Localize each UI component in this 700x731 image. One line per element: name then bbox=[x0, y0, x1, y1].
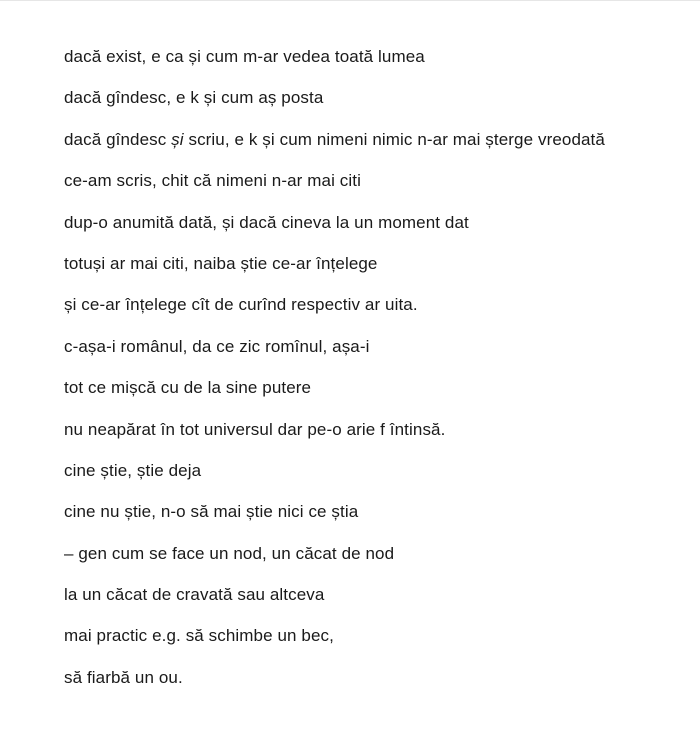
poem-line-10: nu neapărat în tot universul dar pe-o arie f întinsă. bbox=[64, 419, 446, 439]
poem-line-8: c-așa-i românul, da ce zic romînul, așa-i bbox=[64, 336, 370, 356]
poem-line-12: cine nu știe, n-o să mai știe nici ce știa bbox=[64, 502, 359, 522]
poem-line-3-italic-word: și bbox=[171, 129, 184, 149]
poem-line-3-start: dacă gîndesc bbox=[64, 129, 172, 149]
poem-line-15: mai practic e.g. să schimbe un bec, bbox=[64, 626, 334, 646]
poem-line-3-end: scriu, e k și cum nimeni nimic n-ar mai șterge vreodată bbox=[183, 129, 605, 149]
poem-line-9: tot ce mișcă cu de la sine putere bbox=[64, 378, 312, 398]
poem-line-3 bbox=[64, 129, 684, 170]
poem-line-13: – gen cum se face un nod, un căcat de nod bbox=[64, 543, 395, 563]
poem-line-2: dacă gîndesc, e k și cum aș posta bbox=[64, 88, 324, 108]
poem-line-11: cine știe, știe deja bbox=[64, 460, 202, 480]
poem-line-5: dup-o anumită dată, și dacă cineva la un moment dat bbox=[64, 212, 469, 232]
poem-text bbox=[64, 46, 684, 708]
poem-line-1: dacă exist, e ca și cum m-ar vedea toată lumea bbox=[64, 47, 425, 66]
poem-line-14: la un căcat de cravată sau altceva bbox=[64, 585, 325, 605]
poem-line-6: totuși ar mai citi, naiba știe ce-ar înțelege bbox=[64, 253, 378, 273]
poem-line-16: să fiarbă un ou. bbox=[64, 667, 183, 687]
poem-line-4: ce-am scris, chit că nimeni n-ar mai citi bbox=[64, 171, 361, 191]
poem-line-7: și ce-ar înțelege cît de curînd respectiv ar uita. bbox=[64, 295, 418, 315]
